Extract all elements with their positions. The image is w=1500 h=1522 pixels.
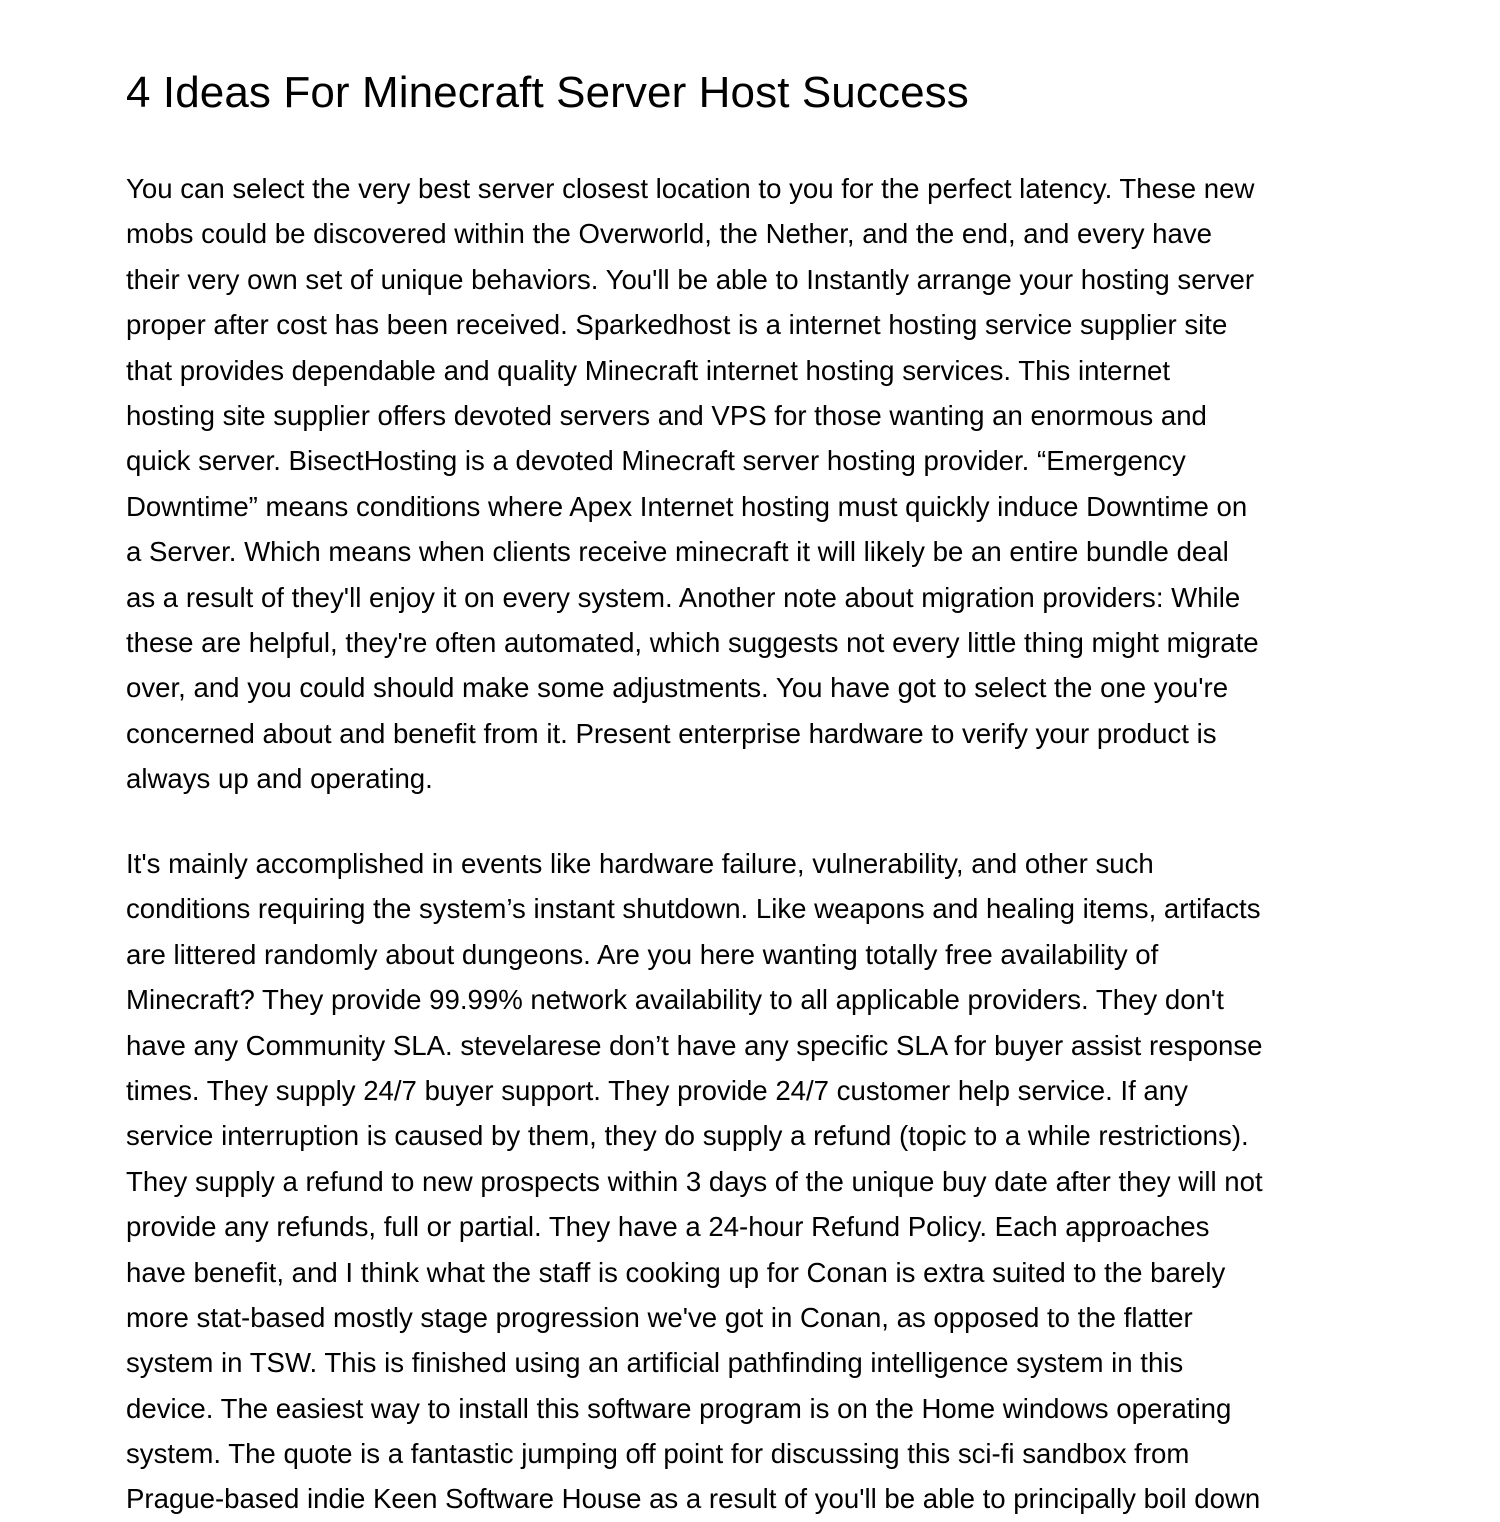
text-line: more stat-based mostly stage progression we've got in Conan, as opposed to the flatter xyxy=(126,1301,1193,1333)
text-line: have benefit, and I think what the staff is cooking up for Conan is extra suited to the barely xyxy=(126,1256,1226,1288)
text-line: quick server. BisectHosting is a devoted Minecraft server hosting provider. “Emergency xyxy=(126,445,1186,477)
text-line: You can select the very best server closest location to you for the perfect latency. These new xyxy=(126,173,1255,204)
text-line: service interruption is caused by them, they do supply a refund (topic to a while restrictions). xyxy=(126,1120,1249,1152)
text-line: these are helpful, they're often automated, which suggests not every little thing might migrate xyxy=(126,626,1259,658)
text-line: as a result of they'll enjoy it on every system. Another note about migration providers: While xyxy=(126,581,1241,613)
text-line: always up and operating. xyxy=(126,763,433,795)
text-line: Minecraft? They provide 99.99% network availability to all applicable providers. They don't xyxy=(126,984,1224,1016)
text-line: It's mainly accomplished in events like hardware failure, vulnerability, and other such xyxy=(126,848,1154,879)
text-line: system. The quote is a fantastic jumping off point for discussing this sci-fi sandbox from xyxy=(126,1438,1190,1470)
text-line: device. The easiest way to install this software program is on the Home windows operating xyxy=(126,1392,1232,1424)
text-line: concerned about and benefit from it. Present enterprise hardware to verify your product is xyxy=(126,717,1217,749)
text-line: a Server. Which means when clients receive minecraft it will likely be an entire bundle deal xyxy=(126,536,1229,568)
text-line: Prague-based indie Keen Software House as a result of you'll be able to principally boil down xyxy=(126,1483,1261,1515)
text-line: that provides dependable and quality Minecraft internet hosting services. This internet xyxy=(126,354,1171,386)
text-line: over, and you could should make some adjustments. You have got to select the one you're xyxy=(126,672,1229,704)
text-line: system in TSW. This is finished using an artificial pathfinding intelligence system in this xyxy=(126,1347,1184,1379)
paragraph-1 xyxy=(126,166,1386,801)
text-line: Downtime” means conditions where Apex Internet hosting must quickly induce Downtime on xyxy=(126,490,1248,522)
text-line: proper after cost has been received. Sparkedhost is a internet hosting service supplier site xyxy=(126,309,1228,341)
text-line: provide any refunds, full or partial. They have a 24-hour Refund Policy. Each approaches xyxy=(126,1211,1210,1243)
text-line: mobs could be discovered within the Overworld, the Nether, and the end, and every have xyxy=(126,218,1212,250)
text-line: hosting site supplier offers devoted servers and VPS for those wanting an enormous and xyxy=(126,399,1207,431)
text-line: conditions requiring the system’s instant shutdown. Like weapons and healing items, artifacts xyxy=(126,893,1261,925)
text-line: have any Community SLA. stevelarese don’t have any specific SLA for buyer assist response xyxy=(126,1029,1263,1061)
text-line: They supply a refund to new prospects within 3 days of the unique buy date after they will not xyxy=(126,1165,1263,1197)
document-title: 4 Ideas For Minecraft Server Host Success xyxy=(126,68,969,117)
text-line: their very own set of unique behaviors. You'll be able to Instantly arrange your hosting server xyxy=(126,263,1255,295)
paragraph-2 xyxy=(126,841,1386,1522)
text-line: times. They supply 24/7 buyer support. They provide 24/7 customer help service. If any xyxy=(126,1074,1188,1106)
text-line: are littered randomly about dungeons. Are you here wanting totally free availability of xyxy=(126,938,1159,970)
